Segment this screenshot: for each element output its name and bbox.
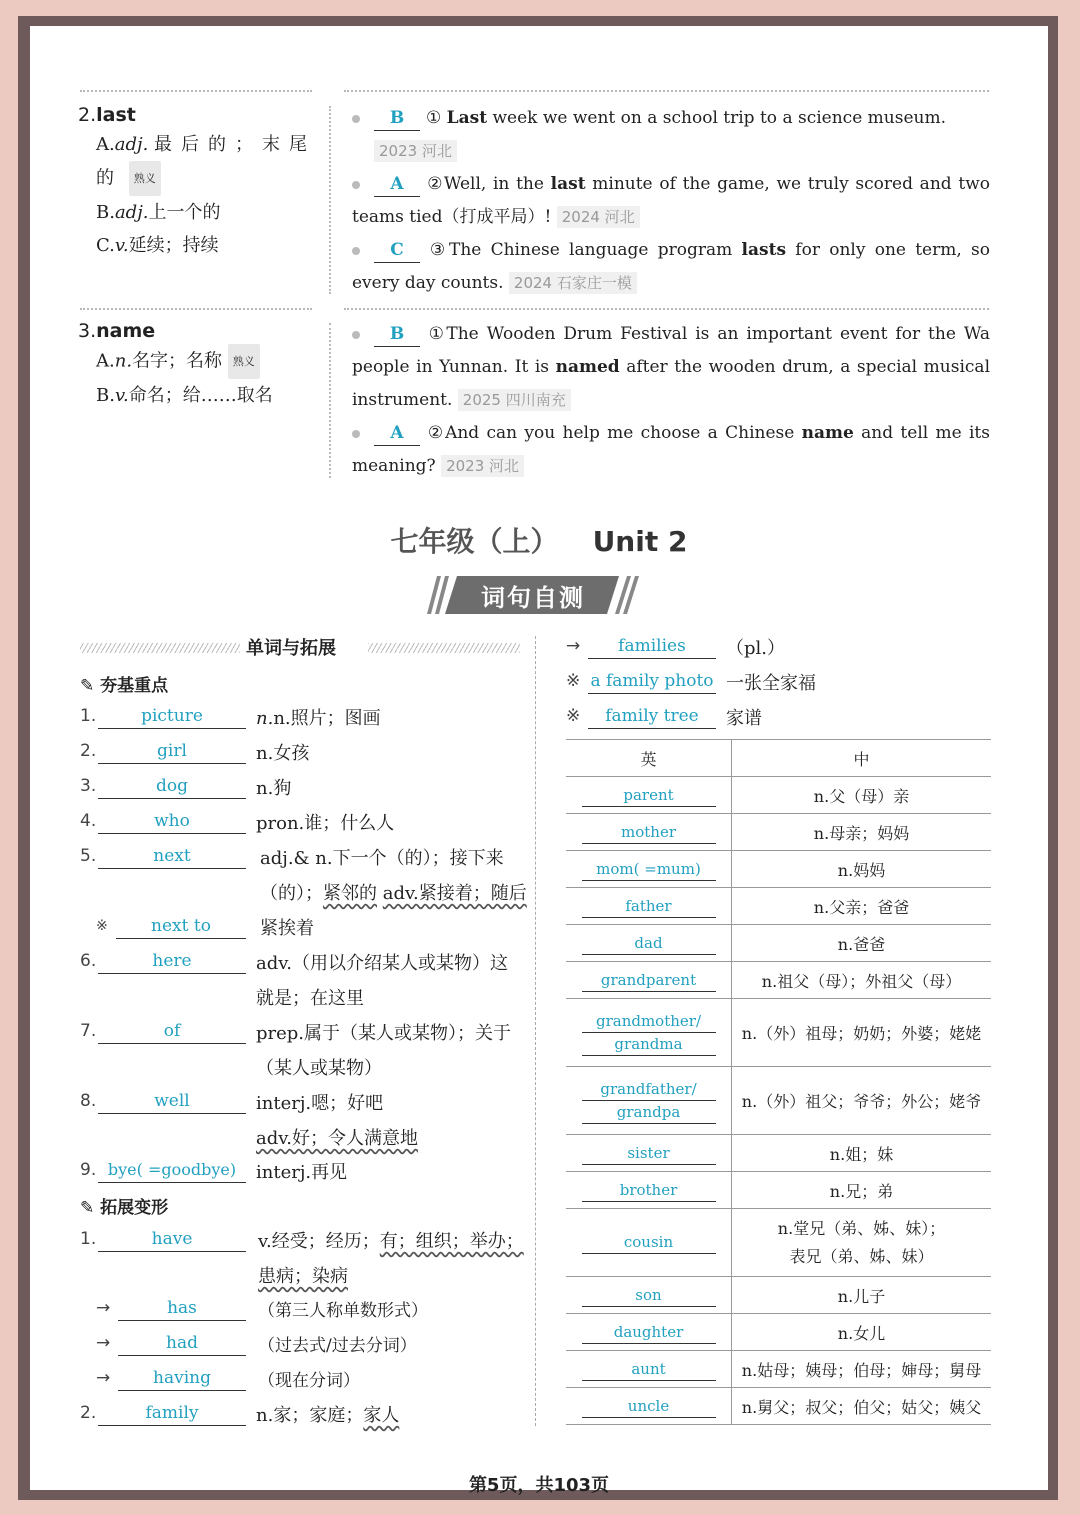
- examples-name: [352, 318, 990, 483]
- answer-blank[interactable]: C: [374, 238, 420, 263]
- answer-blank[interactable]: daughter: [582, 1321, 716, 1344]
- example-item: B ①The Wooden Drum Festival is an important event for the Wa people in Yunnan. It is named after the wooden drum, a special musical instrument. 2025 四川南充: [352, 324, 991, 410]
- word-definition-cont: adv.好；令人满意地: [256, 1128, 419, 1149]
- answer-blank[interactable]: grandpa: [582, 1101, 716, 1124]
- table-row: daughter n.女儿: [566, 1314, 991, 1351]
- bullet-icon: [352, 181, 360, 189]
- bullet-icon: [352, 247, 360, 255]
- word-number: 8.: [80, 1091, 97, 1111]
- table-row: mom( =mum) n.妈妈: [566, 851, 991, 888]
- answer-blank[interactable]: mom( =mum): [582, 858, 716, 881]
- table-row: father n.父亲；爸爸: [566, 888, 991, 925]
- answer-blank[interactable]: who: [98, 809, 246, 834]
- answer-blank[interactable]: next to: [116, 914, 246, 939]
- table-row: mother n.母亲；妈妈: [566, 814, 991, 851]
- arrow-icon: →: [566, 636, 581, 656]
- year-tag: 2024 河北: [557, 206, 640, 228]
- word-definition-cont: （某人或某物）: [256, 1058, 382, 1079]
- word-definition-cont: 就是；在这里: [256, 988, 364, 1009]
- word-definition-cont: 患病；染病: [258, 1266, 348, 1287]
- word-definition: n.女孩: [256, 743, 310, 764]
- divider: [344, 308, 989, 310]
- unit-label: Unit 2: [592, 525, 688, 558]
- word-definition: interj.嗯；好吧: [256, 1093, 384, 1114]
- answer-blank[interactable]: has: [118, 1296, 246, 1321]
- familiar-badge: 熟义: [228, 344, 260, 379]
- family-vocab-table: [566, 739, 991, 1425]
- word-definition: n.家；家庭；家人: [256, 1405, 400, 1426]
- bullet-icon: [352, 430, 360, 438]
- word-number: 1.: [80, 706, 97, 726]
- sub-heading-basic: ✎ 夯基重点: [80, 676, 169, 696]
- answer-blank[interactable]: having: [118, 1366, 246, 1391]
- answer-blank[interactable]: cousin: [582, 1231, 716, 1254]
- heading-hatch: [80, 643, 240, 653]
- answer-blank[interactable]: parent: [582, 784, 716, 807]
- table-row: dad n.爸爸: [566, 925, 991, 962]
- example-item: A ②Well, in the last minute of the game, we truly scored and two teams tied（打成平局）! 2024 河北: [352, 174, 990, 227]
- entry-number: 2.: [78, 104, 97, 126]
- word-definition: 一张全家福: [726, 673, 816, 694]
- sense-a: A.n.名字；名称 熟义: [78, 344, 318, 379]
- word-definition: n.狗: [256, 778, 292, 799]
- arrow-icon: →: [96, 1298, 111, 1318]
- arrow-icon: →: [96, 1333, 111, 1353]
- word-number: 9.: [80, 1160, 97, 1180]
- answer-blank[interactable]: uncle: [582, 1395, 716, 1418]
- word-number: 7.: [80, 1021, 97, 1041]
- answer-blank[interactable]: next: [98, 844, 246, 869]
- page: [30, 26, 1048, 1496]
- answer-blank[interactable]: girl: [98, 739, 246, 764]
- extra-mark: ※: [566, 706, 581, 726]
- pencil-icon: ✎: [80, 676, 95, 696]
- header-en: 英: [566, 740, 732, 777]
- word-definition: pron.谁；什么人: [256, 813, 395, 834]
- sense-b: B.v.命名；给……取名: [96, 385, 273, 406]
- answer-blank[interactable]: grandmother/: [582, 1010, 716, 1033]
- answer-blank[interactable]: well: [98, 1089, 246, 1114]
- table-row: parent n.父（母）亲: [566, 777, 991, 814]
- familiar-badge: 熟义: [129, 161, 161, 196]
- word-number: 1.: [80, 1229, 97, 1249]
- entry-last: [78, 104, 318, 262]
- example-item: C ③The Chinese language program lasts for only one term, so every day counts. 2024 石家庄一模: [352, 240, 990, 293]
- divider: [329, 323, 331, 478]
- word-number: 2.: [80, 1403, 97, 1423]
- word-number: 4.: [80, 811, 97, 831]
- year-tag: 2024 石家庄一模: [509, 272, 637, 294]
- word-definition: n.n.照片；图画: [256, 708, 381, 729]
- words-heading: 单词与拓展: [246, 638, 336, 659]
- answer-blank[interactable]: brother: [582, 1179, 716, 1202]
- word-definition: （现在分词）: [258, 1371, 360, 1391]
- answer-blank[interactable]: A: [374, 421, 420, 446]
- bullet-icon: [352, 331, 360, 339]
- word-definition-cont: （的）；紧邻的 adv.紧接着；随后: [260, 883, 527, 904]
- extra-mark: ※: [566, 671, 581, 691]
- divider: [329, 106, 331, 294]
- column-divider: [535, 636, 536, 1426]
- word-definition: interj.再见: [256, 1162, 348, 1183]
- table-header: [566, 740, 991, 777]
- word-definition: adj.& n.下一个（的）；接下来: [260, 848, 504, 869]
- sense-b: B.adj.上一个的: [96, 202, 221, 223]
- word-definition: prep.属于（某人或某物）；关于: [256, 1023, 512, 1044]
- divider: [80, 90, 312, 92]
- word-number: 6.: [80, 951, 97, 971]
- answer-blank[interactable]: picture: [98, 704, 246, 729]
- table-row: uncle n.舅父；叔父；伯父；姑父；姨父: [566, 1388, 991, 1425]
- answer-blank[interactable]: A: [374, 172, 420, 197]
- section-banner: [423, 574, 643, 616]
- word-definition: adv.（用以介绍某人或某物）这: [256, 953, 509, 974]
- sense-a: A.adj. 最后的；末尾的 熟义: [78, 128, 318, 196]
- examples-last: [352, 102, 990, 300]
- answer-blank[interactable]: son: [582, 1284, 716, 1307]
- word-definition: （第三人称单数形式）: [258, 1301, 428, 1321]
- section-title: [30, 520, 1048, 560]
- answer-blank[interactable]: here: [98, 949, 246, 974]
- word-definition: （过去式/过去分词）: [258, 1336, 417, 1356]
- sense-c: C.v.延续；持续: [96, 235, 219, 256]
- answer-blank[interactable]: grandfather/: [582, 1078, 716, 1101]
- word-number: 3.: [80, 776, 97, 796]
- answer-blank[interactable]: grandparent: [582, 969, 716, 992]
- example-item: B ① Last week we went on a school trip to a science museum. 2023 河北: [352, 102, 990, 168]
- divider: [80, 308, 312, 310]
- word-number: 5.: [80, 846, 97, 866]
- entry-word: name: [96, 320, 156, 342]
- grade-label: 七年级（上）: [390, 525, 559, 558]
- entry-word: last: [96, 104, 136, 126]
- year-tag: 2023 河北: [441, 455, 524, 477]
- answer-blank[interactable]: family tree: [588, 704, 716, 729]
- answer-blank[interactable]: grandma: [582, 1033, 716, 1056]
- answer-blank[interactable]: B: [374, 322, 420, 347]
- answer-blank[interactable]: had: [118, 1331, 246, 1356]
- answer-blank[interactable]: families: [588, 634, 716, 659]
- table-row: grandmother/ grandma n.（外）祖母；奶奶；外婆；姥姥: [566, 999, 991, 1067]
- entry-number: 3.: [78, 320, 97, 342]
- word-number: 2.: [80, 741, 97, 761]
- table-row: grandparent n.祖父（母）；外祖父（母）: [566, 962, 991, 999]
- word-definition: v.经受；经历；有；组织；举办；: [258, 1231, 524, 1252]
- sub-heading-extension: ✎ 拓展变形: [80, 1198, 169, 1218]
- year-tag: 2025 四川南充: [458, 389, 571, 411]
- table-row: sister n.姐；妹: [566, 1135, 991, 1172]
- answer-blank[interactable]: bye( =goodbye): [98, 1158, 246, 1183]
- table-row: cousin n.堂兄（弟、姊、妹）； 表兄（弟、姊、妹）: [566, 1209, 991, 1277]
- entry-name: [78, 320, 318, 412]
- word-definition: 紧挨着: [260, 918, 314, 939]
- word-definition: 家谱: [726, 708, 762, 729]
- answer-blank[interactable]: dad: [582, 932, 716, 955]
- table-row: brother n.兄；弟: [566, 1172, 991, 1209]
- bullet-icon: [352, 115, 360, 123]
- extra-mark: ※: [96, 918, 108, 934]
- table-row: grandfather/ grandpa n.（外）祖父；爷爷；外公；姥爷: [566, 1067, 991, 1135]
- answer-blank[interactable]: a family photo: [588, 669, 716, 694]
- year-tag: 2023 河北: [374, 140, 457, 162]
- table-row: son n.儿子: [566, 1277, 991, 1314]
- example-item: A ②And can you help me choose a Chinese name and tell me its meaning? 2023 河北: [352, 423, 990, 476]
- answer-blank[interactable]: father: [582, 895, 716, 918]
- answer-blank[interactable]: aunt: [582, 1358, 716, 1381]
- answer-blank[interactable]: have: [98, 1227, 246, 1252]
- answer-blank[interactable]: dog: [98, 774, 246, 799]
- answer-blank[interactable]: sister: [582, 1142, 716, 1165]
- answer-blank[interactable]: of: [98, 1019, 246, 1044]
- banner-text: 词句自测: [481, 584, 585, 612]
- pencil-icon: ✎: [80, 1198, 95, 1218]
- arrow-icon: →: [96, 1368, 111, 1388]
- answer-blank[interactable]: family: [98, 1401, 246, 1426]
- heading-hatch: [368, 643, 520, 653]
- word-definition: （pl.）: [726, 638, 786, 659]
- answer-blank[interactable]: mother: [582, 821, 716, 844]
- header-zh: 中: [732, 740, 992, 777]
- table-row: aunt n.姑母；姨母；伯母；婶母；舅母: [566, 1351, 991, 1388]
- divider: [344, 90, 989, 92]
- answer-blank[interactable]: B: [374, 106, 420, 131]
- page-footer: 第5页，共103页: [468, 1475, 610, 1496]
